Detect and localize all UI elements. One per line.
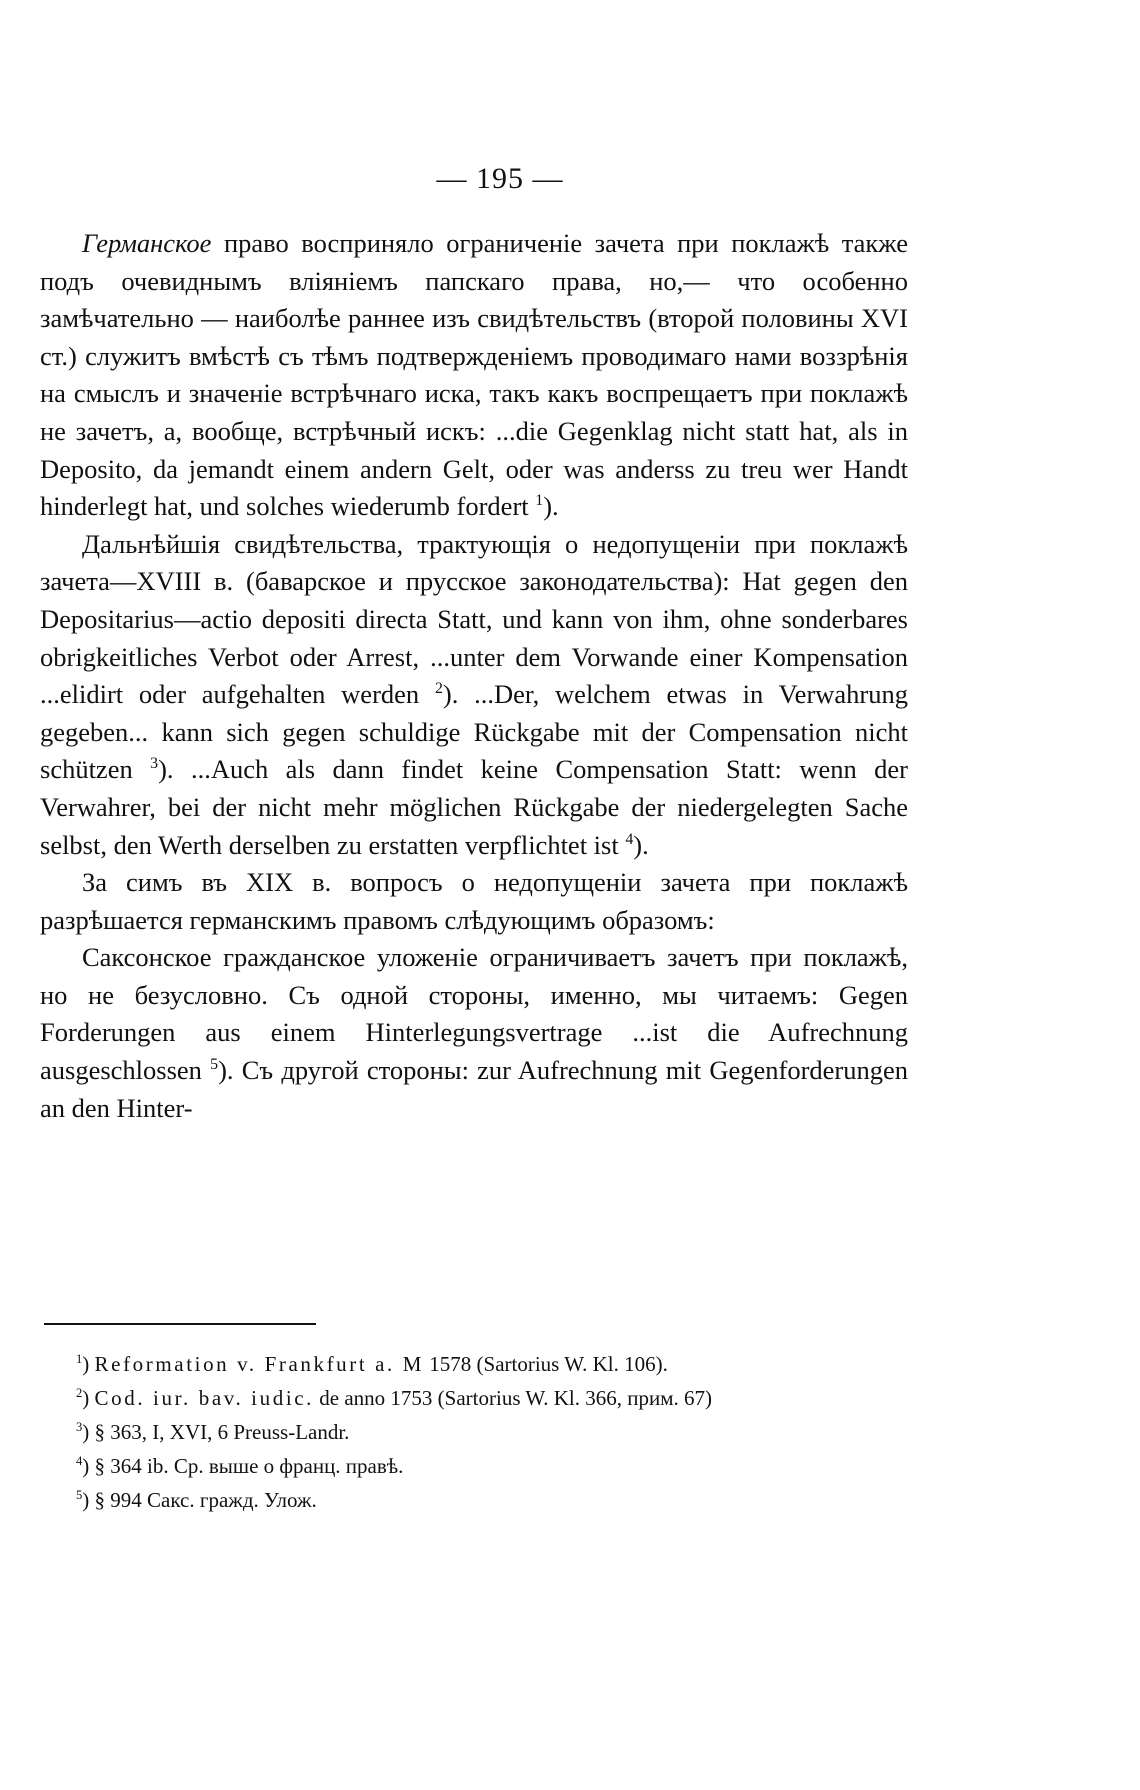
footnote-text: § 364 ib. Ср. выше о франц. правѣ. [94, 1454, 404, 1478]
footnote-mark: 1 [76, 1352, 83, 1366]
footnote-ref-2: 2 [434, 680, 443, 698]
footnotes [40, 1348, 908, 1518]
footnote-4: $^4$) § 364 ib. Ср. выше о франц. правѣ. [76, 1454, 404, 1478]
footnote-2: $^2$) Cod. iur. bav. iudic. de anno 1753 (Sartorius W. Kl. 366, прим. 67) [76, 1386, 713, 1410]
footnote-ref-3: 3 [150, 755, 159, 773]
footnote-source: Reformation v. Frankfurt a. M [94, 1352, 425, 1376]
footnote-divider [44, 1323, 316, 1325]
footnote-text: § 994 Сакс. гражд. Улож. [94, 1488, 317, 1512]
paragraph-2-tail-2: ). ...Auch als dann findet keine Compensation Statt: wenn der Verwahrer, bei der nicht mehr möglichen Rückgabe der niedergelegten Sache selbst, den Werth derselben zu erstatten verpflichtet ist [40, 754, 908, 860]
paragraph-2-tail: ). ...Der, welchem etwas in Verwahrung gegeben... kann sich gegen schuldige Rückgabe mit der Compensation nicht schützen [40, 679, 908, 785]
paragraph-3 [40, 864, 908, 939]
footnote-mark: 2 [76, 1386, 83, 1400]
paragraph-1-text: право восприняло ограниченіе зачета при поклажѣ также подъ очевиднымъ вліяніемъ папскаго права, но,— что особенно замѣчательно — наиболѣе раннее изъ свидѣтельствъ (второй половины XVI ст.) служитъ вмѣстѣ съ тѣмъ подтвержденіемъ проводимаго нами воззрѣнія на смыслъ и значеніе встрѣчнаго иска, такъ какъ воспрещаетъ при поклажѣ не зачетъ, а, вообще, встрѣчный искъ: ...die Gegenklag nicht statt hat, als in Deposito, da jemandt einem andern Gelt, oder was anderss zu treu wer Handt hinderlegt hat, und solches wiederumb fordert [40, 228, 908, 522]
footnote-1: $^1$) Reformation v. Frankfurt a. M 1578 (Sartorius W. Kl. 106). [76, 1352, 668, 1376]
footnote-ref-5: 5 [210, 1056, 219, 1074]
paragraph-4-tail: ). Съ другой стороны: zur Aufrechnung mit Gegenforderungen an den Hinter- [40, 1055, 908, 1123]
paragraph-4 [40, 939, 908, 1127]
footnote-mark: 4 [76, 1454, 83, 1468]
paragraph-2-tail-3: ). [633, 829, 649, 860]
body-text [40, 225, 908, 1127]
footnote-3: $^3$) § 363, I, XVI, 6 Preuss-Landr. [76, 1420, 350, 1444]
paragraph-4-text: Саксонское гражданское уложеніе ограничиваетъ зачетъ при поклажѣ, но не безусловно. Съ одной стороны, именно, мы читаемъ: Gegen Forderungen aus einem Hinterlegungsvertrage ...ist die Aufrechnung ausgeschlossen [40, 942, 908, 1086]
paragraph-1 [40, 225, 908, 526]
footnote-source: Cod. iur. bav. iudic. [94, 1386, 315, 1410]
paragraph-1-lead: Германское [82, 228, 212, 258]
page-number: — 195 — [436, 162, 564, 195]
footnote-mark: 5 [76, 1488, 83, 1502]
footnote-text: 1578 (Sartorius W. Kl. 106). [424, 1352, 668, 1376]
footnote-ref-1: 1 [535, 492, 544, 510]
footnote-text: de anno 1753 (Sartorius W. Kl. 366, прим. 67) [314, 1386, 713, 1410]
footnote-text: § 363, I, XVI, 6 Preuss-Landr. [94, 1420, 350, 1444]
paragraph-3-text: За симъ въ XIX в. вопросъ о недопущеніи зачета при поклажѣ разрѣшается германскимъ правомъ слѣдующимъ образомъ: [40, 867, 908, 935]
footnote-mark: 3 [76, 1420, 83, 1434]
paragraph-2-text: Дальнѣйшія свидѣтельства, трактующія о недопущеніи при поклажѣ зачета—XVIII в. (баварское и прусское законодательства): Hat gegen den Depositarius—actio depositi directa Statt, und kann von ihm, ohne sonderbares obrigkeitliches Verbot oder Arrest, ...unter dem Vorwande einer Kompensation ...elidirt oder aufgehalten werden [40, 528, 908, 710]
footnote-5: $^5$) § 994 Сакс. гражд. Улож. [76, 1488, 317, 1512]
paragraph-2 [40, 526, 908, 864]
footnote-ref-4: 4 [625, 830, 634, 848]
paragraph-1-tail: ). [543, 491, 559, 522]
